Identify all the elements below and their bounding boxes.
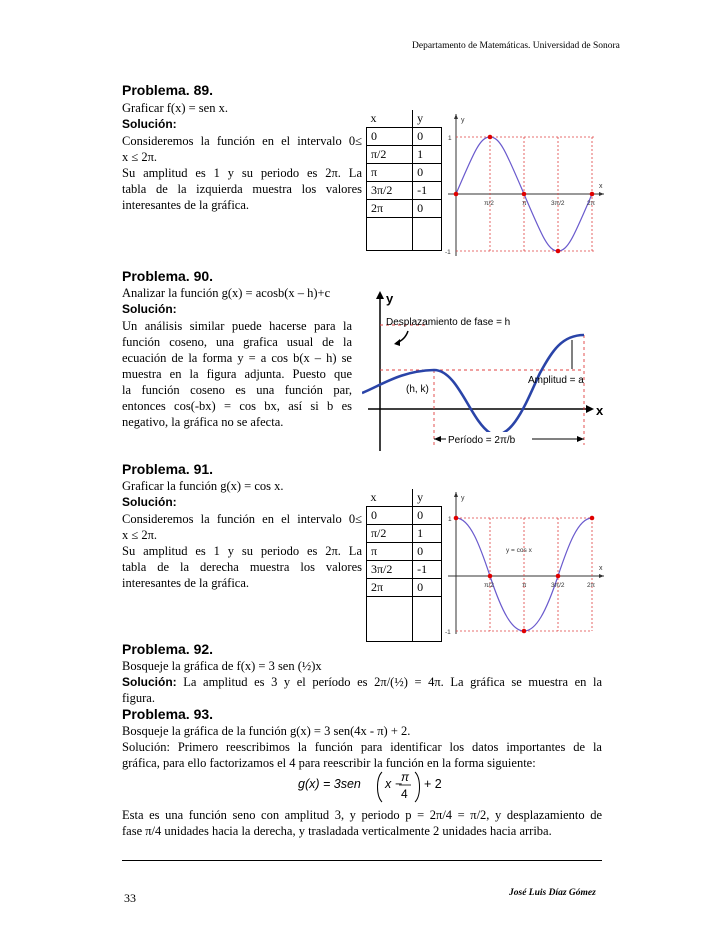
table-cell — [413, 218, 442, 251]
text-line: Esta es una función seno con amplitud 3, y periodo p = 2π/4 = π/2, y desplazamiento de — [122, 808, 602, 822]
text-line: fase π/4 unidades hacia la derecha, y trasladada verticalmente 2 unidades hacia arriba. — [122, 824, 552, 838]
problem-91-title: Problema. 91. — [122, 461, 214, 477]
y-axis-arrow — [454, 492, 458, 497]
data-point — [488, 135, 493, 140]
table-cell: x — [367, 110, 413, 128]
right-paren — [415, 772, 420, 802]
x-axis-label: x — [596, 403, 604, 418]
table-cell: y — [413, 110, 442, 128]
text-line: muestra en la figura adjunta. Puesto que — [122, 367, 352, 381]
sine-graph — [444, 110, 610, 260]
y-axis-label: y — [461, 117, 465, 124]
table-cell: 0 — [367, 128, 413, 146]
table-cell: 1 — [413, 146, 442, 164]
period-arrowhead-right — [577, 436, 584, 442]
text-line: Un análisis similar puede hacerse para la — [122, 319, 352, 333]
text-line: x ≤ 2π. — [122, 150, 158, 164]
problem-90-solution-label: Solución: — [122, 302, 177, 316]
x-tick-label: 3π/2 — [551, 582, 565, 589]
formula-numerator: π — [401, 770, 410, 784]
table-cell: π/2 — [367, 146, 413, 164]
x-tick-label: 3π/2 — [551, 200, 565, 207]
text-line: negativo, la gráfica no se afecta. — [122, 415, 284, 429]
point-label: (h, k) — [406, 384, 429, 395]
problem-93-statement: Bosqueje la gráfica de la función g(x) = 3 sen(4x - π) + 2. — [122, 724, 411, 738]
x-axis-label: x — [599, 565, 603, 572]
problem-92-title: Problema. 92. — [122, 641, 214, 657]
problem-91-statement: Graficar la función g(x) = cos x. — [122, 479, 284, 493]
formula-inner: x − — [385, 777, 403, 791]
table-row — [367, 218, 442, 251]
formula-lhs: g(x) = 3sen — [298, 777, 361, 791]
problem-89-body — [122, 133, 362, 213]
table-row — [367, 507, 442, 525]
text-line: Su amplitud es 1 y su periodo es 2π. La — [122, 544, 362, 558]
cosine-graph — [444, 488, 610, 638]
table-cell: 0 — [413, 164, 442, 182]
period-arrowhead-left — [434, 436, 441, 442]
problem-90-body — [122, 318, 352, 430]
data-point — [488, 574, 493, 579]
table-row — [367, 597, 442, 642]
problem-89-solution-label: Solución: — [122, 117, 177, 131]
table-row — [367, 579, 442, 597]
table-row — [367, 164, 442, 182]
page-number: 33 — [124, 891, 136, 905]
x-tick-label: 2π — [587, 200, 596, 207]
text-line: ecuación de la forma y = a cos b(x – h) se — [122, 351, 352, 365]
text-line: Consideremos la función en el intervalo 0≤ — [122, 512, 362, 526]
problem-92-statement: Bosqueje la gráfica de f(x) = 3 sen (½)x — [122, 659, 322, 673]
text-line: Solución: Primero reescribimos la función para identificar los datos importantes de la — [122, 740, 602, 754]
phase-arrowhead — [394, 339, 400, 346]
text-line: entonces cos(-bx) = cos bx, así si b es — [122, 399, 352, 413]
values-table-89 — [366, 110, 442, 251]
problem-91-solution-label: Solución: — [122, 495, 177, 509]
curve-label: y = cos x — [506, 547, 532, 554]
table-cell: π — [367, 164, 413, 182]
x-axis-arrow — [586, 405, 594, 413]
formula — [296, 768, 466, 804]
x-tick-label: 2π — [587, 582, 596, 589]
data-point — [556, 574, 561, 579]
table-cell — [413, 597, 442, 642]
table-cell: 2π — [367, 200, 413, 218]
data-point — [522, 192, 527, 197]
data-point — [590, 192, 595, 197]
table-row — [367, 200, 442, 218]
problem-91-body — [122, 511, 362, 591]
text-line: Su amplitud es 1 y su periodo es 2π. La — [122, 166, 362, 180]
table-header-row — [367, 489, 442, 507]
table-row — [367, 128, 442, 146]
table-cell: 0 — [413, 200, 442, 218]
table-cell: 0 — [413, 128, 442, 146]
table-cell — [367, 597, 413, 642]
table-cell — [367, 218, 413, 251]
text-line: figura. — [122, 691, 155, 705]
table-row — [367, 182, 442, 200]
table-row — [367, 146, 442, 164]
values-table-91 — [366, 489, 442, 642]
table-cell: 0 — [367, 507, 413, 525]
table-cell: 1 — [413, 525, 442, 543]
problem-89-title: Problema. 89. — [122, 82, 214, 98]
text-line: tabla de la izquierda muestra los valores — [122, 182, 362, 196]
text-line: tabla de la derecha muestra los valores — [122, 560, 362, 574]
table-row — [367, 561, 442, 579]
text-line: x ≤ 2π. — [122, 528, 158, 542]
cosine-diagram — [362, 285, 608, 455]
table-cell: 0 — [413, 579, 442, 597]
table-cell: π/2 — [367, 525, 413, 543]
formula-denominator: 4 — [401, 787, 408, 801]
y-axis-arrow — [376, 291, 384, 299]
data-point — [522, 629, 527, 634]
amplitude-label: Amplitud = a — [528, 375, 584, 386]
table-cell: 3π/2 — [367, 182, 413, 200]
footer-rule — [122, 860, 602, 861]
data-point — [590, 516, 595, 521]
y-axis-arrow — [454, 114, 458, 119]
table-cell: 0 — [413, 543, 442, 561]
data-point — [556, 249, 561, 254]
table-row — [367, 525, 442, 543]
x-tick-label: π — [522, 582, 527, 589]
table-row — [367, 543, 442, 561]
problem-90-statement: Analizar la función g(x) = acosb(x – h)+c — [122, 286, 331, 300]
text-line: interesantes de la gráfica. — [122, 198, 250, 212]
table-cell: 0 — [413, 507, 442, 525]
page-header: Departamento de Matemáticas. Universidad de Sonora — [412, 41, 620, 51]
table-cell: -1 — [413, 561, 442, 579]
table-cell: x — [367, 489, 413, 507]
y-tick-label: 1 — [448, 135, 452, 142]
y-axis-label: y — [461, 495, 465, 502]
x-tick-label: π — [522, 200, 527, 207]
table-cell: π — [367, 543, 413, 561]
y-tick-label: -1 — [445, 249, 451, 256]
formula-tail: + 2 — [424, 777, 442, 791]
x-axis-arrow — [599, 574, 604, 578]
table-cell: y — [413, 489, 442, 507]
y-tick-label: 1 — [448, 516, 452, 523]
problem-92-solution-label: Solución: — [122, 675, 177, 689]
table-cell: 2π — [367, 579, 413, 597]
y-axis-label: y — [386, 291, 394, 306]
data-point — [454, 192, 459, 197]
period-label: Período = 2π/b — [448, 435, 516, 446]
problem-90-title: Problema. 90. — [122, 268, 214, 284]
text-line: Consideremos la función en el intervalo 0≤ — [122, 134, 362, 148]
x-tick-label: π/2 — [484, 582, 494, 589]
phase-shift-label: Desplazamiento de fase = h — [386, 317, 511, 328]
x-axis-arrow — [599, 192, 604, 196]
table-cell: -1 — [413, 182, 442, 200]
problem-93-title: Problema. 93. — [122, 706, 214, 722]
text-line: función coseno, una grafica usual de la — [122, 335, 352, 349]
y-tick-label: -1 — [445, 629, 451, 636]
x-tick-label: π/2 — [484, 200, 494, 207]
text-line: gráfica, para ello factorizamos el 4 para reescribir la función en la forma siguiente: — [122, 756, 536, 770]
text-line: la función coseno es una función par, — [122, 383, 352, 397]
table-header-row — [367, 110, 442, 128]
author-name: José Luis Díaz Gómez — [509, 888, 596, 898]
problem-89-statement: Graficar f(x) = sen x. — [122, 101, 228, 115]
problem-92-solution — [122, 674, 602, 690]
left-paren — [378, 772, 383, 802]
x-axis-label: x — [599, 183, 603, 190]
data-point — [454, 516, 459, 521]
table-cell: 3π/2 — [367, 561, 413, 579]
text-line: interesantes de la gráfica. — [122, 576, 250, 590]
text-line: La amplitud es 3 y el período es 2π/(½) = 4π. La gráfica se muestra en la — [183, 675, 602, 689]
